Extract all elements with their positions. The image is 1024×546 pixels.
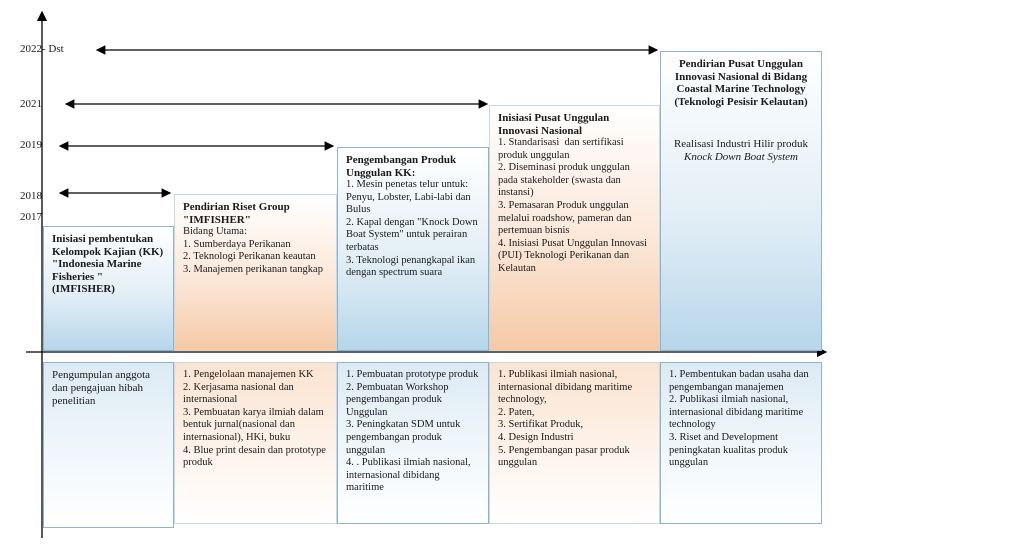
output-line: 1. Pengelolaan manajemen KK <box>183 369 314 380</box>
milestone-line: 2. Teknologi Perikanan keautan <box>183 251 316 263</box>
output-box-2022 <box>660 362 822 524</box>
output-line: 4. Design Industri <box>498 431 574 443</box>
year-label-2022: 2022- Dst <box>20 43 64 55</box>
milestone-line: 3. Teknologi penangkapal ikan dengan spectrum suara <box>346 254 478 279</box>
description-text: Realisasi Industri Hilir produk <box>673 138 809 150</box>
output-line: 1. Pembuatan prototype produk <box>346 369 479 380</box>
output-line: 2. Kerjasama nasional dan internasional <box>183 381 297 406</box>
milestone-line: 2. Kapal dengan "Knock Down Boat System" untuk perairan terbatas <box>346 216 481 253</box>
output-line: 2. Pembuatan Workshop pengembangan produk Unggulan <box>346 381 452 418</box>
milestone-line: 1. Sumberdaya Perikanan <box>183 238 291 250</box>
output-line: 2. Publikasi ilmiah nasional, internasional dibidang maritime technology <box>669 394 806 431</box>
output-line: 3. Riset and Development peningkatan kualitas produk unggulan <box>669 431 791 469</box>
milestone-line: Bidang Utama: <box>183 226 247 237</box>
output-box-2021 <box>489 362 660 524</box>
output-line: 1. Pembentukan badan usaha dan pengembangan manajemen <box>669 369 812 393</box>
milestone-box-2019 <box>337 147 489 351</box>
year-label-2018: 2018 <box>20 190 42 202</box>
milestone-box-2021 <box>489 105 660 351</box>
year-label-2021: 2021 <box>20 98 42 110</box>
milestone-box-2022 <box>660 51 822 351</box>
milestone-title: Pendirian Riset Group "IMFISHER" <box>183 201 290 226</box>
description-italic-text: Knock Down Boat System <box>684 151 798 163</box>
milestone-line: 1. Mesin penetas telur untuk: Penyu, Lobster, Labi-labi dan Bulus <box>346 179 474 216</box>
milestone-line: 3. Manajemen perikanan tangkap <box>183 263 323 275</box>
output-line: 3. Pembuatan karya ilmiah dalam bentuk jurnal(nasional dan internasional), HKi, buku <box>183 406 327 443</box>
output-line: 1. Publikasi ilmiah nasional, internasional dibidang maritime technology, <box>498 369 635 406</box>
output-line: 4. . Publikasi ilmiah nasional, internasional dibidang maritime <box>346 457 474 494</box>
milestone-line: 4. Inisiasi Pusat Unggulan Innovasi (PUI) Teknologi Perikanan dan Kelautan <box>498 237 650 274</box>
milestone-line: 2. Diseminasi produk unggulan pada stakeholder (swasta dan instansi) <box>498 162 633 199</box>
milestone-line: 1. Standarisasi dan sertifikasi produk unggulan <box>498 137 627 161</box>
milestone-line: 3. Pemasaran Produk unggulan melalui roadshow, pameran dan pertemuan bisnis <box>498 199 635 237</box>
milestone-title: Inisiasi pembentukan Kelompok Kajian (KK) "Indonesia Marine Fisheries " (IMFISHER) <box>52 233 164 295</box>
milestone-title: Inisiasi Pusat Unggulan Innovasi Nasional <box>498 112 610 137</box>
output-line: Pengumpulan anggota dan pengajuan hibah penelitian <box>52 369 153 407</box>
output-box-2017 <box>43 362 174 528</box>
output-box-2018 <box>174 362 337 524</box>
year-label-2017: 2017 <box>20 211 42 223</box>
milestone-title: Pengembangan Produk Unggulan KK: <box>346 154 457 179</box>
output-line: 4. Blue print desain dan prototype produk <box>183 444 329 469</box>
output-line: 5. Pengembangan pasar produk unggulan <box>498 444 633 469</box>
milestone-title: Pendirian Pusat Unggulan Innovasi Nasional di Bidang Coastal Marine Technology (Teknologi Pesisir Kelautan) <box>674 58 808 108</box>
output-box-2019 <box>337 362 489 524</box>
milestone-description <box>669 138 813 164</box>
output-line: 3. Sertifikat Produk, <box>498 419 584 431</box>
output-line: 3. Peningkatan SDM untuk pengembangan produk unggulan <box>346 419 463 456</box>
milestone-box-2017 <box>43 226 174 351</box>
milestone-box-2018 <box>174 194 337 351</box>
output-line: 2. Paten, <box>498 406 535 418</box>
year-label-2019: 2019 <box>20 139 42 151</box>
